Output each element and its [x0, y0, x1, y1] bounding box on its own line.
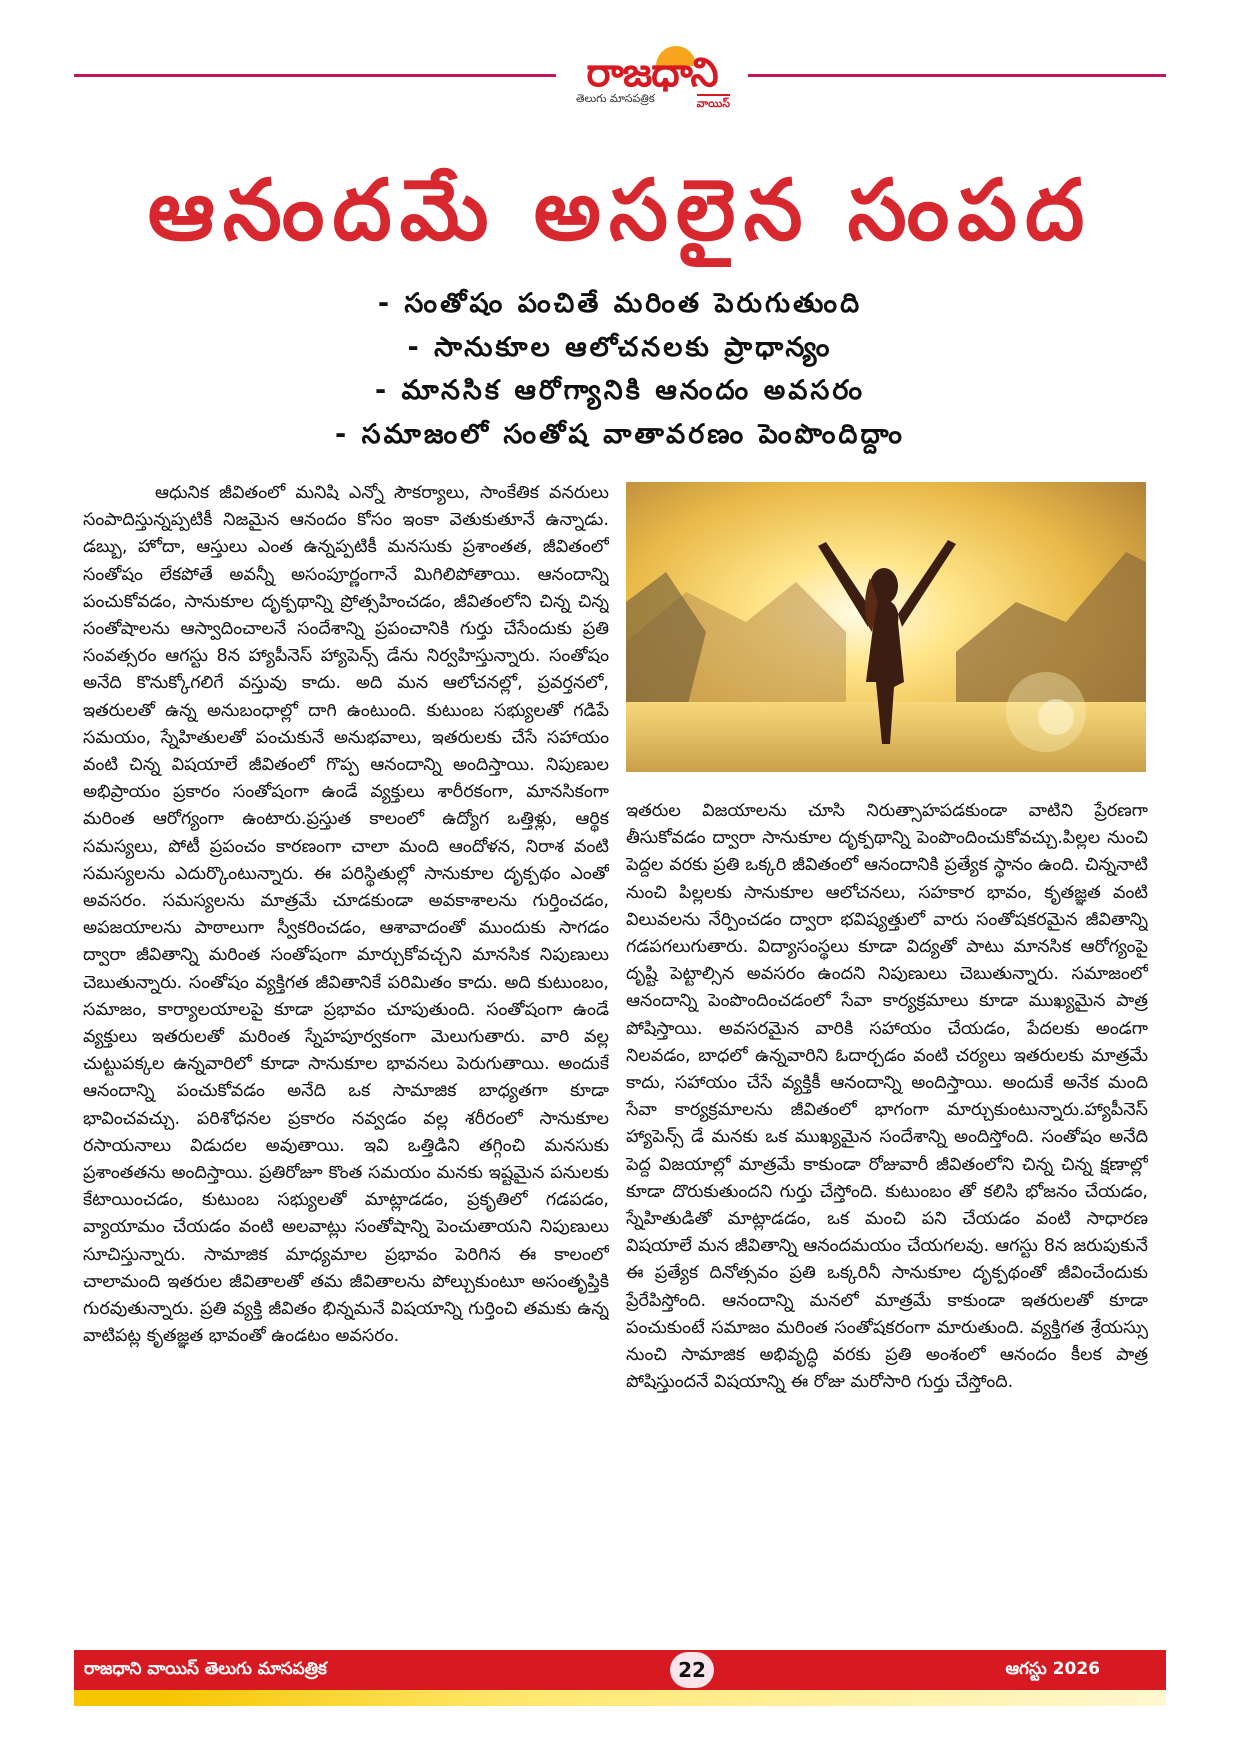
article-title: ఆనందమే అసలైన సంపద [147, 161, 1093, 259]
footer-issue-date: ఆగస్టు 2026 [1005, 1659, 1100, 1679]
page-number: 22 [670, 1652, 714, 1688]
footer-accent-stripe [74, 1690, 1166, 1706]
subheading: - సంతోషం పంచితే మరింత పెరుగుతుంది [377, 288, 863, 319]
article-body-right: ఇతరుల విజయాలను చూసి నిరుత్సాహపడకుండా వాటిని ప్రేరణగా తీసుకోవడం ద్వారా సానుకూల దృక్పథాన్ని పెంపొందించుకోవచ్చు.పిల్లల నుంచి పెద్దల వరకు ప్రతి ఒక్కరి జీవితంలో ఆనందానికి ప్రత్యేక స్థానం ఉంది. చిన్ననాటి నుంచి పిల్లలకు సానుకూల ఆలోచనలు, సహకార భావం, కృతజ్ఞత వంటి విలువలను నేర్పించడం ద్వారా భవిష్యత్తులో వారు సంతోషకరమైన జీవితాన్ని గడపగలుగుతారు. విద్యాసంస్థలు కూడా విద్యతో పాటు మానసిక ఆరోగ్యంపై దృష్టి పెట్టాల్సిన అవసరం ఉందని నిపుణులు చెబుతున్నారు. సమాజంలో ఆనందాన్ని పెంపొందించడంలో సేవా కార్యక్రమాలు కూడా ముఖ్యమైన పాత్ర పోషిస్తాయి. అవసరమైన వారికి సహాయం చేయడం, పేదలకు అండగా నిలవడం, బాధలో ఉన్నవారిని ఓదార్చడం వంటి చర్యలు ఇతరులకు మాత్రమే కాదు, సహాయం చేసే వ్యక్తికీ ఆనందాన్ని అందిస్తాయి. అందుకే అనేక మంది సేవా కార్యక్రమాలను జీవితంలో భాగంగా మార్చుకుంటున్నారు.హ్యాపీనెస్ హ్యాపెన్స్ డే మనకు ఒక ముఖ్యమైన సందేశాన్ని అందిస్తోంది. సంతోషం అనేది పెద్ద విజయాల్లో మాత్రమే కాకుండా రోజువారీ జీవితంలోని చిన్న చిన్న క్షణాల్లో కూడా దొరుకుతుందని గుర్తు చేస్తోంది. కుటుంబం తో కలిసి భోజనం చేయడం, స్నేహితుడితో మాట్లాడడం, ఒక మంచి పని చేయడం వంటి సాధారణ విషయాలే మన జీవితాన్ని ఆనందమయం చేయగలవు. ఆగస్టు 8న జరుపుకునే ఈ ప్రత్యేక దినోత్సవం ప్రతి ఒక్కరినీ సానుకూల దృక్పథంతో జీవించేందుకు ప్రేరేపిస్తోంది. ఆనందాన్ని మనలో మాత్రమే కాకుండా ఇతరులతో కూడా పంచుకుంటే సమాజం మరింత సంతోషకరంగా మారుతుంది. వ్యక్తిగత శ్రేయస్సు నుంచి సామాజిక అభివృద్ధి వరకు ప్రతి అంశంలో ఆనందం కీలక పాత్ర పోషిస్తుందనే విషయాన్ని ఈ రోజు మరోసారి గుర్తు చేస్తోంది. [626, 801, 1148, 1393]
subheading-list [74, 282, 1166, 456]
woman-arms-raised-sunlight-photo [626, 482, 1146, 772]
logo-tag: వాయిస్ [697, 94, 730, 113]
header-rule-right [748, 74, 1166, 77]
subheading: - సమాజంలో సంతోష వాతావరణం పెంపొందిద్దాం [335, 418, 905, 450]
article-body-left: ఆధునిక జీవితంలో మనిషి ఎన్నో సౌకర్యాలు, సాంకేతిక వనరులు సంపాదిస్తున్నప్పటికీ నిజమైన ఆనందం కోసం ఇంకా వెతుకుతూనే ఉన్నాడు. డబ్బు, హోదా, ఆస్తులు ఎంత ఉన్నప్పటికీ మనసుకు ప్రశాంతత, జీవితంలో సంతోషం లేకపోతే అవన్నీ అసంపూర్ణంగానే మిగిలిపోతాయి. ఆనందాన్ని పంచుకోవడం, సానుకూల దృక్పథాన్ని ప్రోత్సహించడం, జీవితంలోని చిన్న చిన్న సంతోషాలను ఆస్వాదించాలనే సందేశాన్ని ప్రపంచానికి గుర్తు చేసేందుకు ప్రతి సంవత్సరం ఆగస్టు 8న హ్యాపీనెస్ హ్యాపెన్స్ డేను నిర్వహిస్తున్నారు. సంతోషం అనేది కొనుక్కోగలిగే వస్తువు కాదు. అది మన ఆలోచనల్లో, ప్రవర్తనలో, ఇతరులతో ఉన్న అనుబంధాల్లో దాగి ఉంటుంది. కుటుంబ సభ్యులతో గడిపే సమయం, స్నేహితులతో పంచుకునే అనుభవాలు, ఇతరులకు చేసే సహాయం వంటి చిన్న విషయాలే జీవితంలో గొప్ప ఆనందాన్ని అందిస్తాయి. నిపుణుల అభిప్రాయం ప్రకారం సంతోషంగా ఉండే వ్యక్తులు శారీరకంగా, మానసికంగా మరింత ఆరోగ్యంగా ఉంటారు.ప్రస్తుత కాలంలో ఉద్యోగ ఒత్తిళ్లు, ఆర్థిక సమస్యలు, పోటీ ప్రపంచం కారణంగా చాలా మంది ఆందోళన, నిరాశ వంటి సమస్యలను ఎదుర్కొంటున్నారు. ఈ పరిస్థితుల్లో సానుకూల దృక్పథం ఎంతో అవసరం. సమస్యలను మాత్రమే చూడకుండా అవకాశాలను గుర్తించడం, అపజయాలను పాఠాలుగా స్వీకరించడం, ఆశావాదంతో ముందుకు సాగడం ద్వారా జీవితాన్ని మరింత సంతోషంగా మార్చుకోవచ్చని మానసిక నిపుణులు చెబుతున్నారు. సంతోషం వ్యక్తిగత జీవితానికే పరిమితం కాదు. అది కుటుంబం, సమాజం, కార్యాలయాలపై కూడా ప్రభావం చూపుతుంది. సంతోషంగా ఉండే వ్యక్తులు ఇతరులతో మరింత స్నేహపూర్వకంగా మెలుగుతారు. వారి వల్ల చుట్టుపక్కల ఉన్నవారిలో కూడా సానుకూల భావనలు పెరుగుతాయి. అందుకే ఆనందాన్ని పంచుకోవడం అనేది ఒక సామాజిక బాధ్యతగా కూడా భావించవచ్చు. పరిశోధనల ప్రకారం నవ్వడం వల్ల శరీరంలో సానుకూల రసాయనాలు విడుదల అవుతాయి. ఇవి ఒత్తిడిని తగ్గించి మనసుకు ప్రశాంతతను అందిస్తాయి. ప్రతిరోజూ కొంత సమయం మనకు ఇష్టమైన పనులకు కేటాయించడం, కుటుంబ సభ్యులతో మాట్లాడడం, ప్రకృతిలో గడపడం, వ్యాయామం చేయడం వంటి అలవాట్లు సంతోషాన్ని పెంచుతాయని నిపుణులు సూచిస్తున్నారు. సామాజిక మాధ్యమాల ప్రభావం పెరిగిన ఈ కాలంలో చాలామంది ఇతరుల జీవితాలతో తమ జీవితాలను పోల్చుకుంటూ అసంతృప్తికి గురవుతున్నారు. ప్రతి వ్యక్తి జీవితం భిన్నమనే విషయాన్ని గుర్తించి తమకు ఉన్న వాటిపట్ల కృతజ్ఞత భావంతో ఉండటం అవసరం. [83, 483, 609, 1347]
logo-subtitle: తెలుగు మాసపత్రిక [576, 92, 655, 105]
logo-wordmark: రాజధాని [586, 50, 717, 96]
footer-bar [74, 1650, 1166, 1690]
subheading: - సానుకూల ఆలోచనలకు ప్రాధాన్యం [407, 331, 833, 363]
subheading: - మానసిక ఆరోగ్యానికి ఆనందం అవసరం [374, 375, 866, 406]
header-rule-left [74, 74, 556, 77]
masthead-logo [562, 50, 742, 110]
footer-publication: రాజధాని వాయిస్ తెలుగు మాసపత్రిక [84, 1659, 327, 1679]
photo-illustration [626, 482, 1146, 772]
